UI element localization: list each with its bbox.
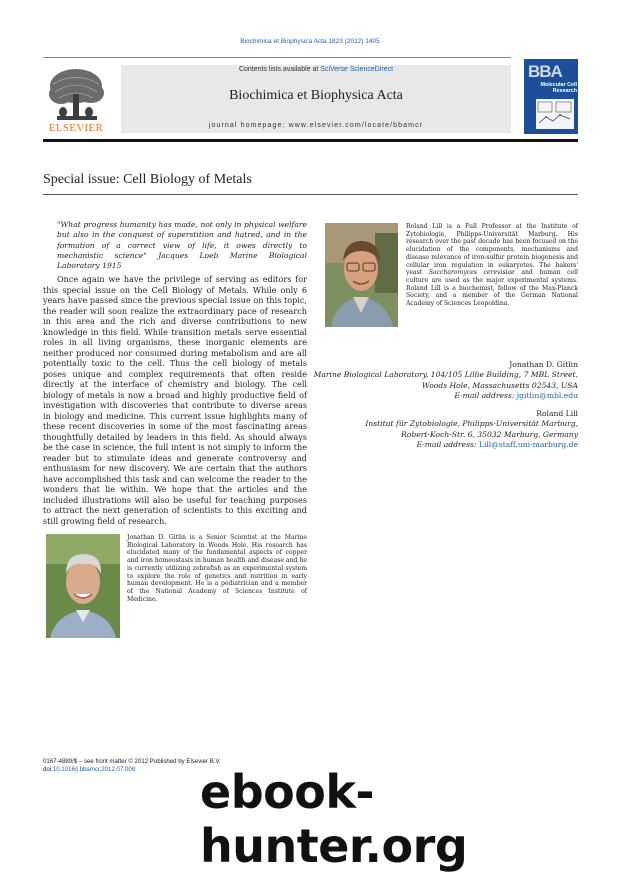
jonathan-gitlin-photo: [46, 534, 120, 638]
header-thick-rule: [43, 139, 578, 142]
cover-title: BBA: [528, 62, 562, 81]
header-top-rule: [43, 57, 511, 58]
signature-lill: [365, 409, 578, 451]
contents-available-line: [121, 66, 511, 73]
epigraph-quote: [57, 220, 307, 271]
title-rule: [43, 194, 578, 195]
page-footer: [43, 758, 221, 774]
lill-bio-species: Saccharomyces cerevisiae: [428, 269, 515, 277]
signature-name: Roland Lill: [536, 409, 578, 418]
email-link[interactable]: jgitlin@mbl.edu: [516, 391, 578, 401]
quote-attribution: Jacques Loeb Marine Biological Laboratory 1915: [57, 250, 307, 271]
cover-figure-panel: [536, 99, 574, 129]
roland-lill-bio: [406, 223, 578, 308]
sciencedirect-link[interactable]: SciVerse ScienceDirect: [320, 66, 394, 73]
quote-text: "What progress humanity has made, not only in physical welfare but also in the conquest of superstition and hatred, and in the formation of a correct view of life, it owes directly to mechanistic science": [57, 220, 307, 260]
editorial-body-paragraph: Once again we have the privilege of serving as editors for this special issue on the Cell Biology of Metals. While only 6 years have passed since the previous special issue on this topic, the reader will soon realize the extraordinary pace of research in this area and the rich and diverse contributions to new knowledge in this field. While transition metals serve essential roles in all living organisms, these inorganic elements are neither produced nor consumed during metabolism and are all potentially toxic to the cell. Thus the cell biology of metals poses unique and complex requirements that often reside directly at the interface of chemistry and biology. The cell biology of metals is now a broad and highly productive field of investigation with discoveries that contribute to diverse areas in biology and medicine. This current issue highlights many of these recent discoveries in some of the most fascinating areas thoughtfully detailed by leaders in this field. As should always be the case in science, the full intent is not simply to inform the reader but to stimulate ideas and generate controversy and enthusiasm for new discovery. We are certain that the authors have accomplished this task and can welcome the reader to the wonders that lie within. We hope that the articles and the included illustrations will also be useful for teaching purposes to attract the next generation of scientists to this exciting and still growing field of research.: [43, 274, 307, 526]
email-label: E-mail address:: [454, 391, 517, 401]
cover-subtitle-line-1: Molecular Cell: [540, 82, 577, 88]
elsevier-wordmark: ELSEVIER: [48, 122, 104, 134]
article-title: Special issue: Cell Biology of Metals: [43, 172, 252, 187]
signature-affiliation-1: Institut für Zytobiologie, Philipps-Universität Marburg,: [365, 419, 578, 429]
contents-prefix: Contents lists available at: [238, 66, 321, 73]
running-head: Biochimica et Biophysica Acta 1823 (2012) 1405: [240, 38, 380, 45]
watermark: ebook-hunter.org: [200, 765, 468, 873]
signature-name: Jonathan D. Gitlin: [509, 360, 578, 369]
cover-subtitle-line-2: Research: [552, 88, 577, 94]
signature-gitlin: [314, 360, 578, 402]
lill-bio-part2: and human cell culture are used as the major experimental systems. Roland Lill is a biochemist, fellow of the Max-Planck Society, and a member of the German National Academy of Sciences Leopoldina.: [406, 269, 579, 308]
cover-subtitle: [527, 82, 577, 94]
copyright-line: 0167-4889/$ – see front matter © 2012 Published by Elsevier B.V.: [43, 758, 221, 765]
signature-affiliation-1: Marine Biological Laboratory, 104/105 Lillie Building, 7 MBL Street,: [313, 370, 578, 380]
journal-title: Biochimica et Biophysica Acta: [229, 88, 403, 103]
email-label: E-mail address:: [416, 440, 479, 450]
signature-affiliation-2: Woods Hole, Massachusetts 02543, USA: [421, 380, 578, 390]
roland-lill-photo: [325, 223, 398, 327]
journal-homepage[interactable]: journal homepage: www.elsevier.com/locate/bbamcr: [208, 122, 424, 129]
signature-affiliation-2: Robert-Koch-Str. 6, 35032 Marburg, Germany: [401, 429, 578, 439]
doi-link[interactable]: 10.1016/j.bbamcr.2012.07.008: [52, 766, 136, 773]
doi-label: doi:: [43, 766, 53, 773]
journal-cover-thumbnail: [524, 59, 578, 134]
jonathan-gitlin-bio: Jonathan D. Gitlin is a Senior Scientist at the Marine Biological Laboratory in Woods Hole. His research has elucidated many of the fundamental aspects of copper and iron homeostasis in human health and disease and he is currently utilizing zebrafish as an experimental system to explore the role of genetics and nutrition in early human development. He is a pediatrician and a member of the National Academy of Sciences Institute of Medicine.: [127, 534, 307, 603]
email-link[interactable]: Lill@staff.uni-marburg.de: [478, 440, 578, 450]
lill-bio-part1: Roland Lill is a Full Professor at the Institute of Zytobiologie, Philipps-Universität Marburg. His research over the past decade has been focused on the elucidation of the components, mechanisms and disease relevance of iron-sulfur protein biogenesis and cellular iron regulation in eukaryotes. The bakers' yeast: [406, 223, 578, 277]
